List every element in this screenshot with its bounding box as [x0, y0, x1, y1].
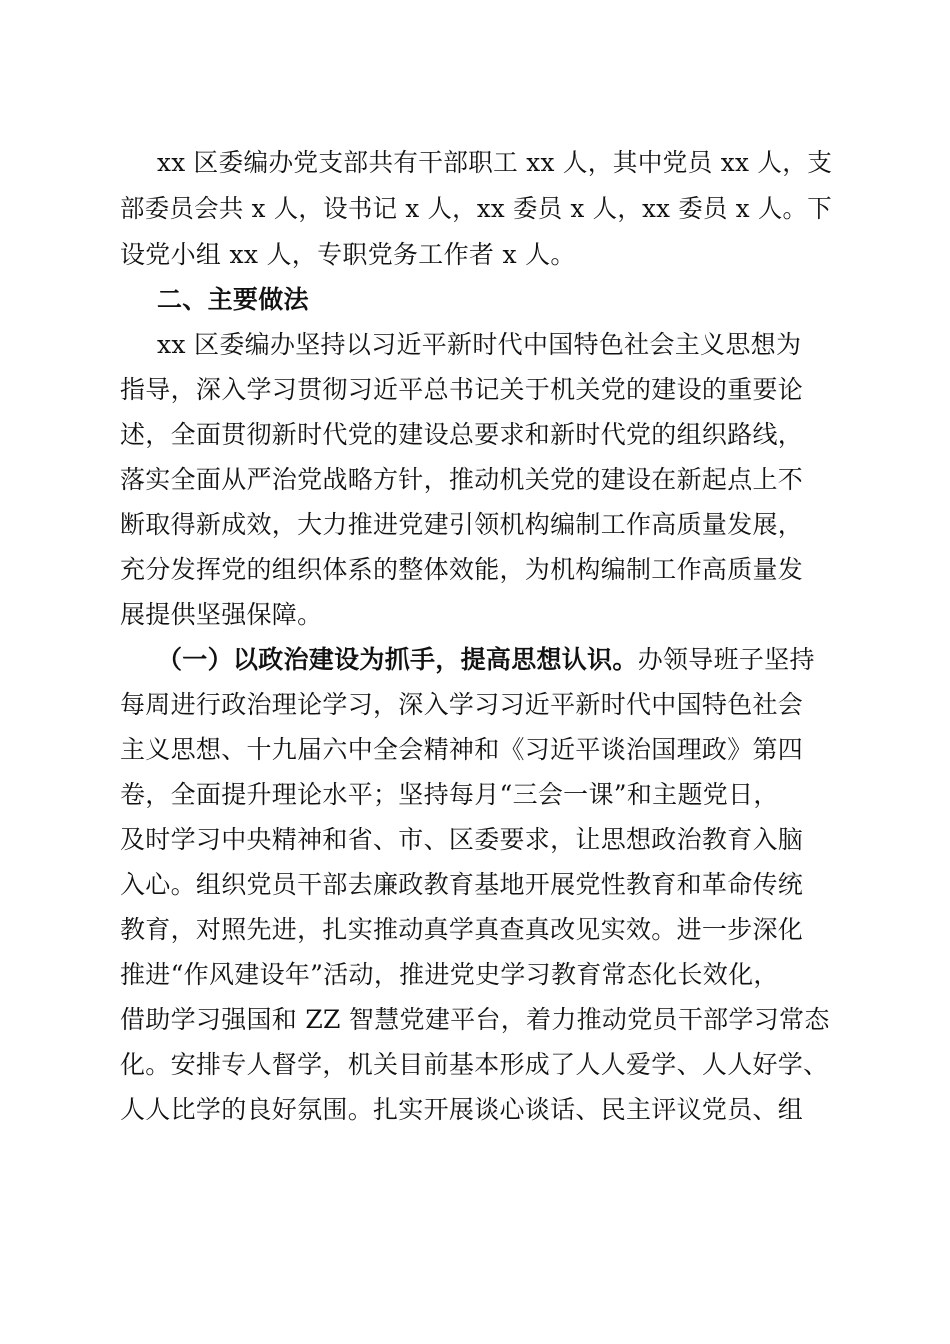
paragraph-3-line-9: 借助学习强国和 ZZ 智慧党建平台，着力推动党员干部学习常态 — [120, 1005, 830, 1034]
paragraph-3-line-1-text: 办领导班子坚持 — [637, 645, 815, 674]
paragraph-1-line-2: 部委员会共 x 人，设书记 x 人，xx 委员 x 人，xx 委员 x 人。下 — [120, 194, 832, 223]
paragraph-2-line-4: 落实全面从严治党战略方针，推动机关党的建设在新起点上不 — [120, 465, 804, 494]
paragraph-3-line-6: 入心。组织党员干部去廉政教育基地开展党性教育和革命传统 — [120, 870, 804, 899]
paragraph-2-line-6: 充分发挥党的组织体系的整体效能，为机构编制工作高质量发 — [120, 555, 804, 584]
paragraph-3-line-4: 卷，全面提升理论水平；坚持每月“三会一课”和主题党日， — [120, 780, 779, 809]
paragraph-3-line-5: 及时学习中央精神和省、市、区委要求，让思想政治教育入脑 — [120, 825, 804, 854]
paragraph-1-line-1: xx 区委编办党支部共有干部职工 xx 人，其中党员 xx 人，支 — [157, 148, 833, 177]
paragraph-2-line-1: xx 区委编办坚持以习近平新时代中国特色社会主义思想为 — [157, 330, 802, 359]
paragraph-2-line-2: 指导，深入学习贯彻习近平总书记关于机关党的建设的重要论 — [120, 375, 804, 404]
paragraph-2-line-3: 述，全面贯彻新时代党的建设总要求和新时代党的组织路线， — [120, 420, 804, 449]
subsection-heading: （一）以政治建设为抓手，提高思想认识。 — [157, 645, 638, 674]
paragraph-3-line-11: 人人比学的良好氛围。扎实开展谈心谈话、民主评议党员、组 — [120, 1095, 804, 1124]
section-heading: 二、主要做法 — [157, 285, 309, 314]
paragraph-3-line-2: 每周进行政治理论学习，深入学习习近平新时代中国特色社会 — [120, 690, 804, 719]
paragraph-3-line-10: 化。安排专人督学，机关目前基本形成了人人爱学、人人好学、 — [120, 1050, 829, 1079]
paragraph-3-line-7: 教育，对照先进，扎实推动真学真查真改见实效。进一步深化 — [120, 915, 804, 944]
paragraph-2-line-7: 展提供坚强保障。 — [120, 600, 323, 629]
paragraph-1-line-3: 设党小组 xx 人，专职党务工作者 x 人。 — [120, 240, 576, 269]
paragraph-3-line-1 — [157, 644, 815, 676]
paragraph-3-line-3: 主义思想、十九届六中全会精神和《习近平谈治国理政》第四 — [120, 735, 804, 764]
paragraph-3-line-8: 推进“作风建设年”活动，推进党史学习教育常态化长效化， — [120, 960, 779, 989]
paragraph-2-line-5: 断取得新成效，大力推进党建引领机构编制工作高质量发展， — [120, 510, 804, 539]
